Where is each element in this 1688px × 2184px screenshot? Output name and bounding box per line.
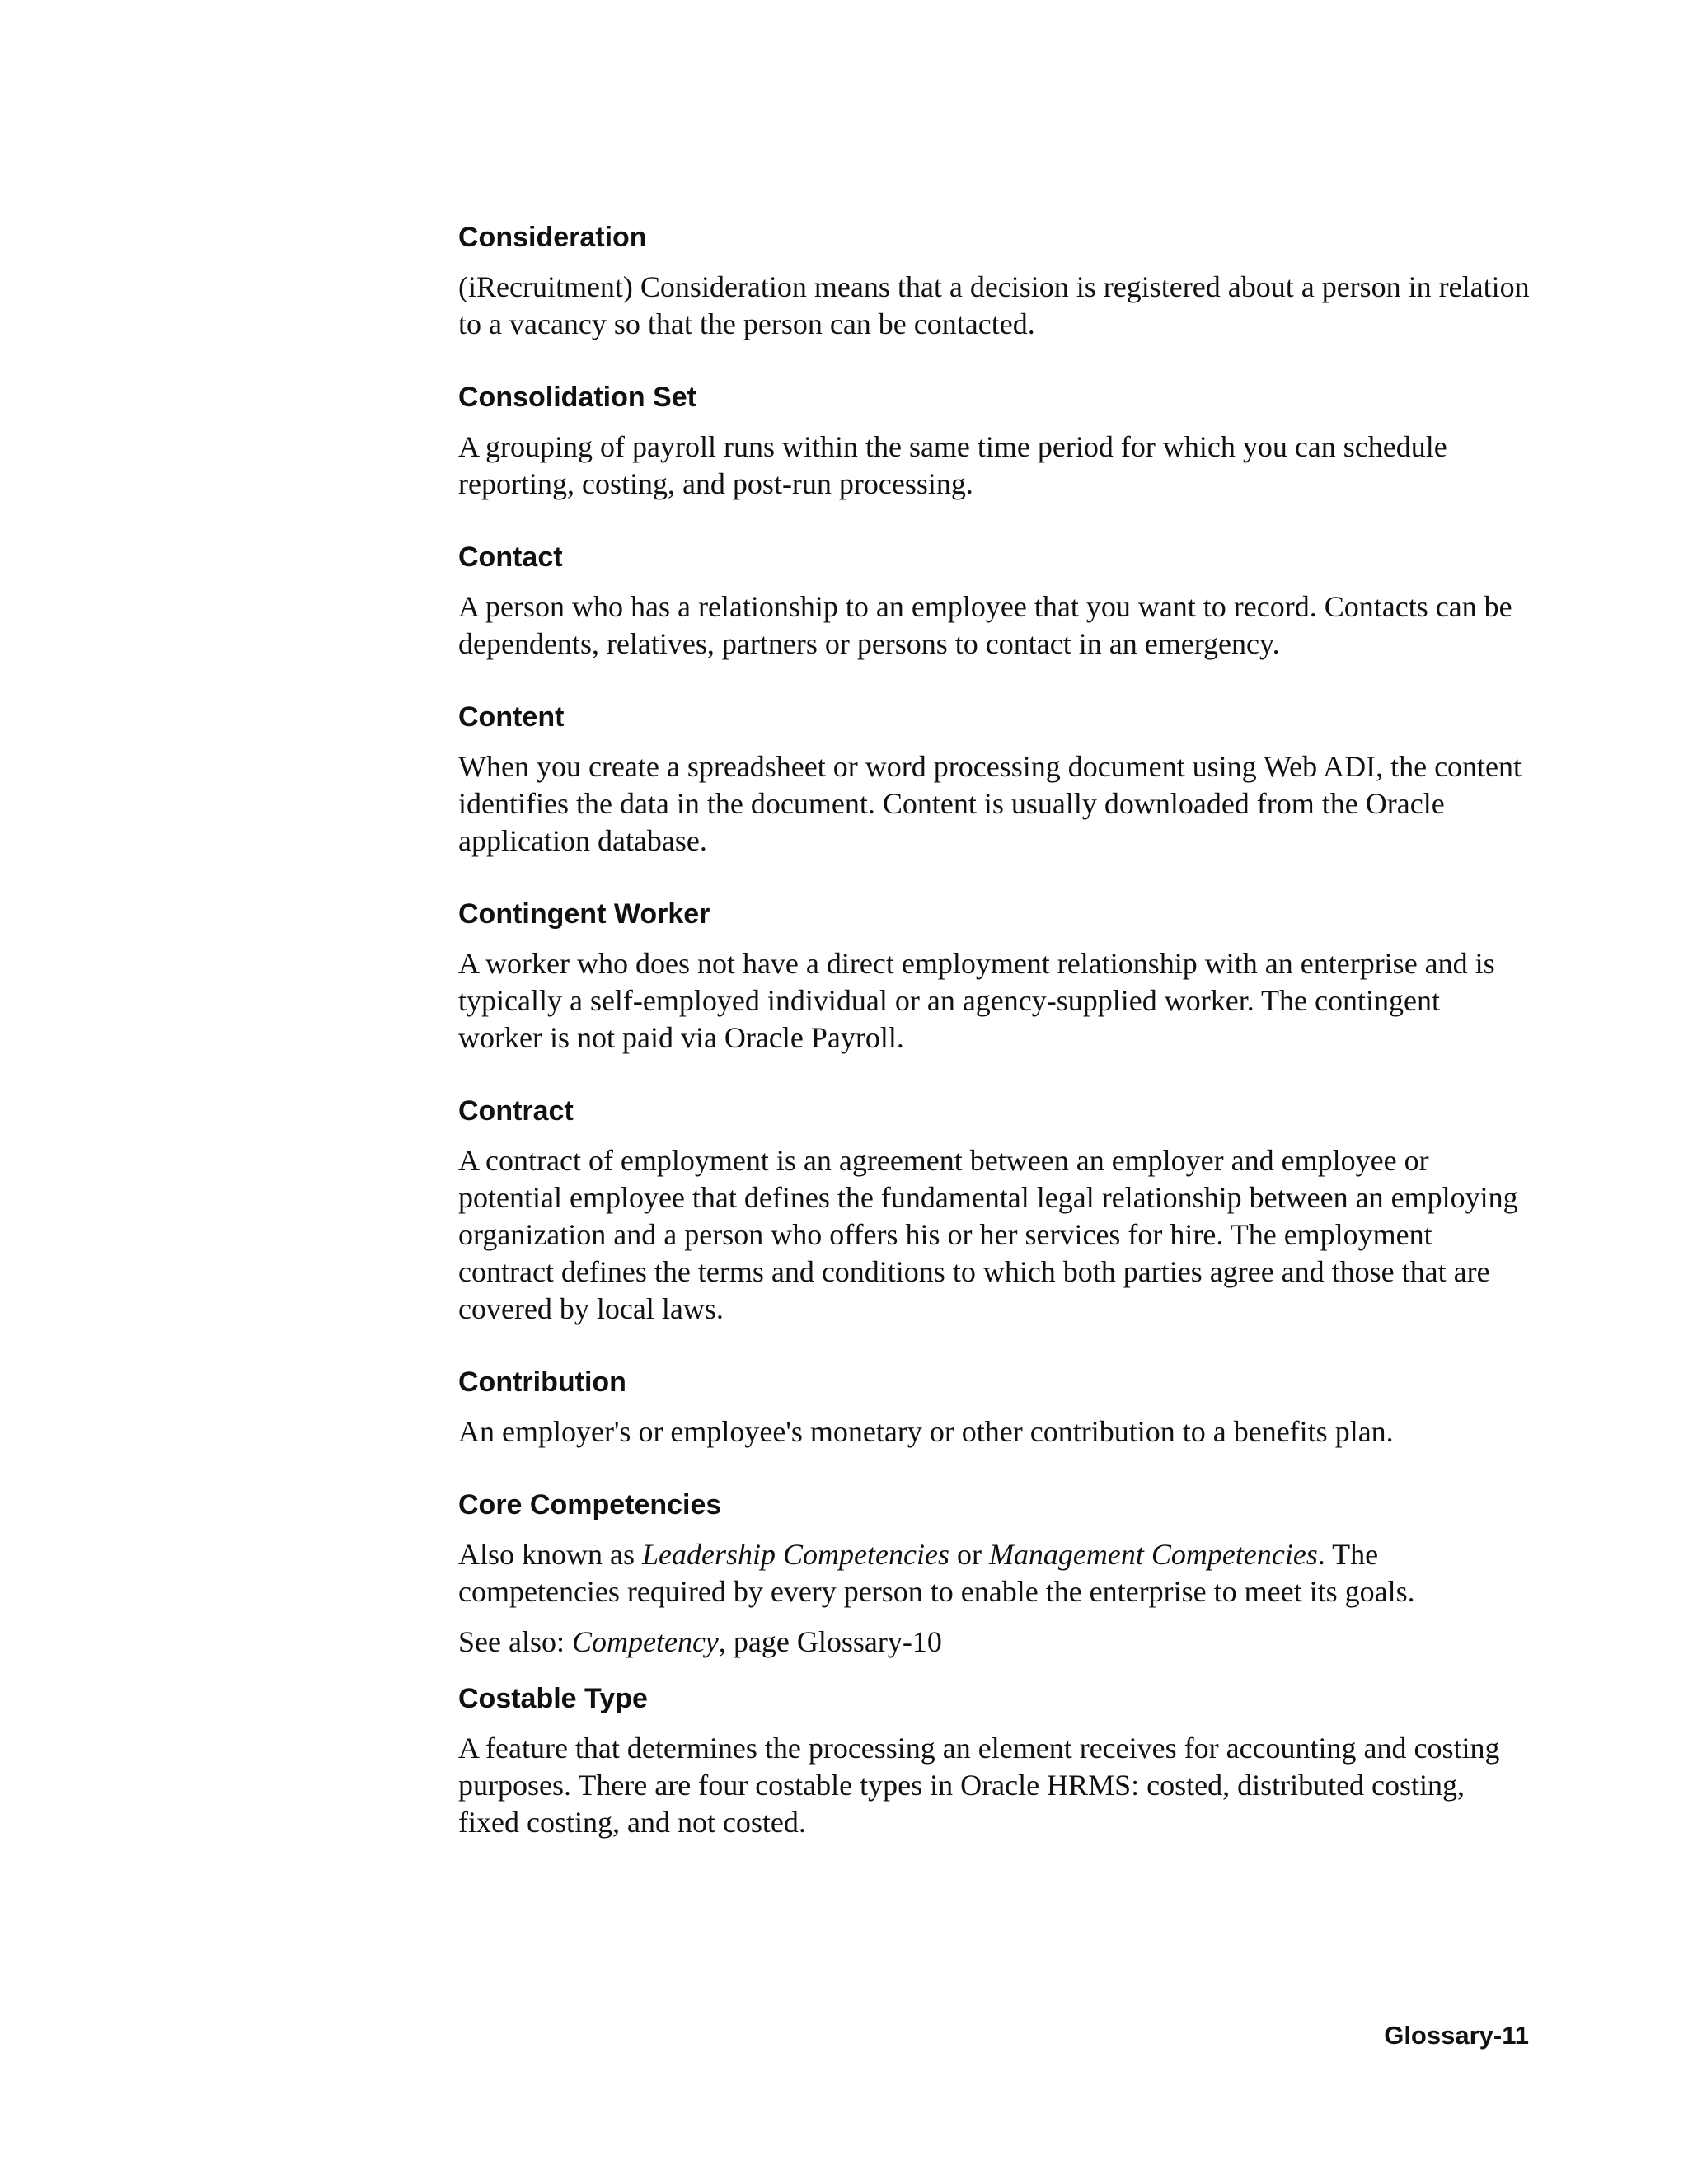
glossary-definition: A person who has a relationship to an employee that you want to record. Contacts can be dependents, relatives, partners or persons to contact in an emergency.: [458, 590, 1512, 660]
italic-term: Management Competencies: [988, 1538, 1318, 1571]
glossary-entry-contribution: [458, 1366, 1530, 1451]
glossary-definition: When you create a spreadsheet or word processing document using Web ADI, the content identifies the data in the document. Content is usually downloaded from the Oracle application database.: [458, 750, 1522, 857]
glossary-entry-costable-type: [458, 1682, 1530, 1841]
see-also-link[interactable]: Competency: [571, 1625, 719, 1658]
glossary-entry-consolidation-set: [458, 381, 1530, 503]
glossary-term: Contingent Worker: [458, 898, 710, 930]
glossary-definition: [458, 1536, 1530, 1610]
glossary-definition: A contract of employment is an agreement between an employer and employee or potential employee that defines the fundamental legal relationship between an employing organization and a person who offers his or her services for hire. The employment contract defines the terms and conditions to which both parties agree and those that are covered by local laws.: [458, 1144, 1518, 1325]
glossary-term: Core Competencies: [458, 1489, 722, 1521]
glossary-term: Contact: [458, 541, 563, 573]
glossary-entry-contingent-worker: [458, 898, 1530, 1057]
glossary-term: Contribution: [458, 1366, 626, 1398]
italic-term: Leadership Competencies: [642, 1538, 950, 1571]
see-also-prefix: See also:: [458, 1625, 572, 1658]
see-also: [458, 1624, 1530, 1661]
definition-text: Also known as: [458, 1538, 642, 1571]
glossary-entry-contact: [458, 541, 1530, 663]
glossary-entry-contract: [458, 1094, 1530, 1328]
glossary-definition: A grouping of payroll runs within the same time period for which you can schedule reporting, costing, and post-run processing.: [458, 430, 1447, 500]
see-also-page-ref: , page Glossary-10: [718, 1625, 942, 1658]
glossary-content: [458, 221, 1530, 1879]
glossary-term: Contract: [458, 1095, 574, 1127]
definition-text: . The competencies required by every person to enable the enterprise to meet its goals.: [458, 1538, 1415, 1608]
glossary-entry-content: [458, 701, 1530, 860]
glossary-term: Consideration: [458, 222, 647, 253]
glossary-entry-core-competencies: [458, 1488, 1530, 1661]
page-number: Glossary-11: [1384, 2021, 1529, 2050]
glossary-term: Costable Type: [458, 1683, 648, 1714]
glossary-term: Consolidation Set: [458, 382, 696, 413]
glossary-entry-consideration: [458, 221, 1530, 343]
glossary-definition: An employer's or employee's monetary or other contribution to a benefits plan.: [458, 1415, 1394, 1448]
glossary-term: Content: [458, 701, 565, 733]
glossary-definition: A feature that determines the processing an element receives for accounting and costing purposes. There are four costable types in Oracle HRMS: costed, distributed costing, fixed costing, and not costed.: [458, 1732, 1500, 1839]
glossary-definition: A worker who does not have a direct employment relationship with an enterprise and is typically a self-employed individual or an agency-supplied worker. The contingent worker is not paid via Oracle Payroll.: [458, 947, 1495, 1054]
definition-text: or: [949, 1538, 989, 1571]
glossary-definition: (iRecruitment) Consideration means that a decision is registered about a person in relation to a vacancy so that the person can be contacted.: [458, 270, 1530, 340]
